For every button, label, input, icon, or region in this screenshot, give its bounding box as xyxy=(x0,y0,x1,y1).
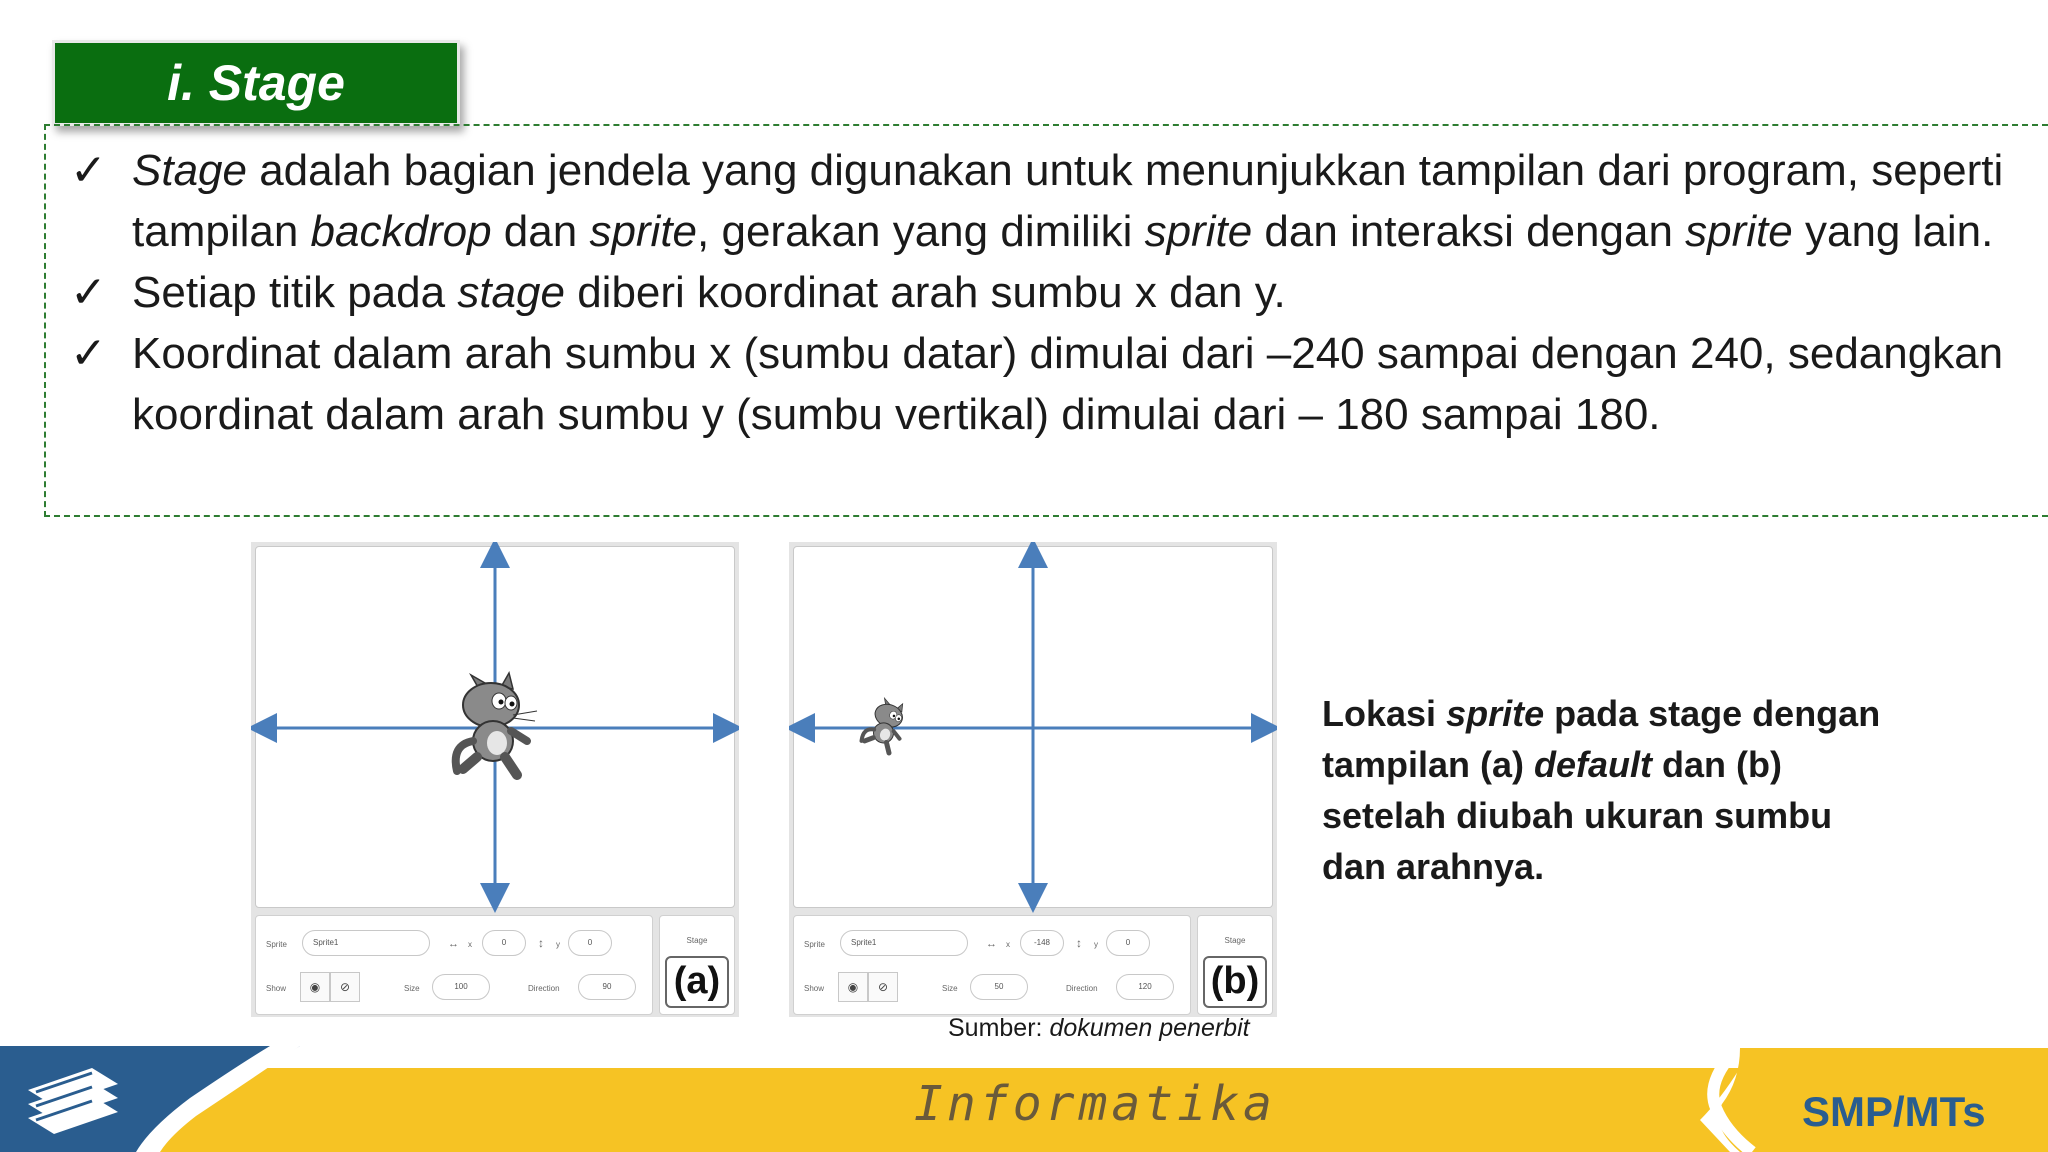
coordinate-axes xyxy=(789,542,1277,917)
cat-sprite xyxy=(456,673,537,775)
direction-label: Direction xyxy=(1066,984,1098,993)
checkmark-icon: ✓ xyxy=(70,329,107,378)
y-field[interactable]: 0 xyxy=(1106,930,1150,956)
bullet-item xyxy=(70,323,2018,445)
sprite-label: Sprite xyxy=(804,940,825,949)
bullet-text: Koordinat dalam arah sumbu x (sumbu datar) dimulai dari –240 sampai dengan 240, sedangkan koordinat dalam arah sumbu y (sumbu vertikal) dimulai dari – 180 sampai 180. xyxy=(132,329,2004,439)
cat-sprite xyxy=(860,695,911,755)
show-hidden-icon[interactable]: ⊘ xyxy=(868,972,898,1002)
figure-label-b: (b) xyxy=(1203,956,1267,1008)
size-field[interactable]: 100 xyxy=(432,974,490,1000)
sprite-info-panel xyxy=(255,915,653,1015)
bullet-item xyxy=(70,140,2018,262)
figure-caption: Lokasi sprite pada stage dengan tampilan (a) default dan (b) setelah diubah ukuran sumbu dan arahnya. xyxy=(1322,693,1881,887)
stage-figure-b xyxy=(789,542,1277,1017)
show-hidden-icon[interactable]: ⊘ xyxy=(330,972,360,1002)
size-field[interactable]: 50 xyxy=(970,974,1028,1000)
direction-field[interactable]: 90 xyxy=(578,974,636,1000)
sprite-name-field[interactable]: Sprite1 xyxy=(840,930,968,956)
footer-badge: SMP/MTs xyxy=(1802,1088,1986,1135)
x-field[interactable]: 0 xyxy=(482,930,526,956)
section-title-box xyxy=(52,40,460,126)
x-arrows-icon: ↔ xyxy=(448,938,459,950)
content-box xyxy=(44,124,2048,517)
x-arrows-icon: ↔ xyxy=(986,938,997,950)
bullet-text: Stage adalah bagian jendela yang digunakan untuk menunjukkan tampilan dari program, seperti tampilan backdrop dan sprite, gerakan yang dimiliki sprite dan interaksi dengan sprite yang lain. xyxy=(132,146,2004,256)
y-field[interactable]: 0 xyxy=(568,930,612,956)
bullet-item xyxy=(70,262,2018,323)
figure-label-a: (a) xyxy=(665,956,729,1008)
source-note: Sumber: dokumen penerbit xyxy=(948,1014,1250,1042)
sprite-name-field[interactable]: Sprite1 xyxy=(302,930,430,956)
direction-field[interactable]: 120 xyxy=(1116,974,1174,1000)
sprite-label: Sprite xyxy=(266,940,287,949)
x-label: x xyxy=(468,940,472,949)
bullet-text: Setiap titik pada stage diberi koordinat arah sumbu x dan y. xyxy=(132,268,1286,317)
section-title: i. Stage xyxy=(167,55,345,111)
size-label: Size xyxy=(404,984,420,993)
show-visible-icon[interactable]: ◉ xyxy=(300,972,330,1002)
y-label: y xyxy=(556,940,560,949)
direction-label: Direction xyxy=(528,984,560,993)
y-arrows-icon: ↕ xyxy=(1076,936,1082,950)
show-label: Show xyxy=(266,984,287,993)
stage-figure-a xyxy=(251,542,739,1017)
checkmark-icon: ✓ xyxy=(70,268,107,317)
bullet-list xyxy=(70,140,2018,445)
x-field[interactable]: -148 xyxy=(1020,930,1064,956)
y-label: y xyxy=(1094,940,1098,949)
footer-title: Informatika xyxy=(914,1076,1276,1132)
stage-button-label: Stage xyxy=(686,936,708,945)
y-arrows-icon: ↕ xyxy=(538,936,544,950)
x-label: x xyxy=(1006,940,1010,949)
checkmark-icon: ✓ xyxy=(70,146,107,195)
size-label: Size xyxy=(942,984,958,993)
coordinate-axes xyxy=(251,542,739,917)
show-visible-icon[interactable]: ◉ xyxy=(838,972,868,1002)
stage-button-label: Stage xyxy=(1224,936,1246,945)
show-label: Show xyxy=(804,984,825,993)
sprite-info-panel xyxy=(793,915,1191,1015)
